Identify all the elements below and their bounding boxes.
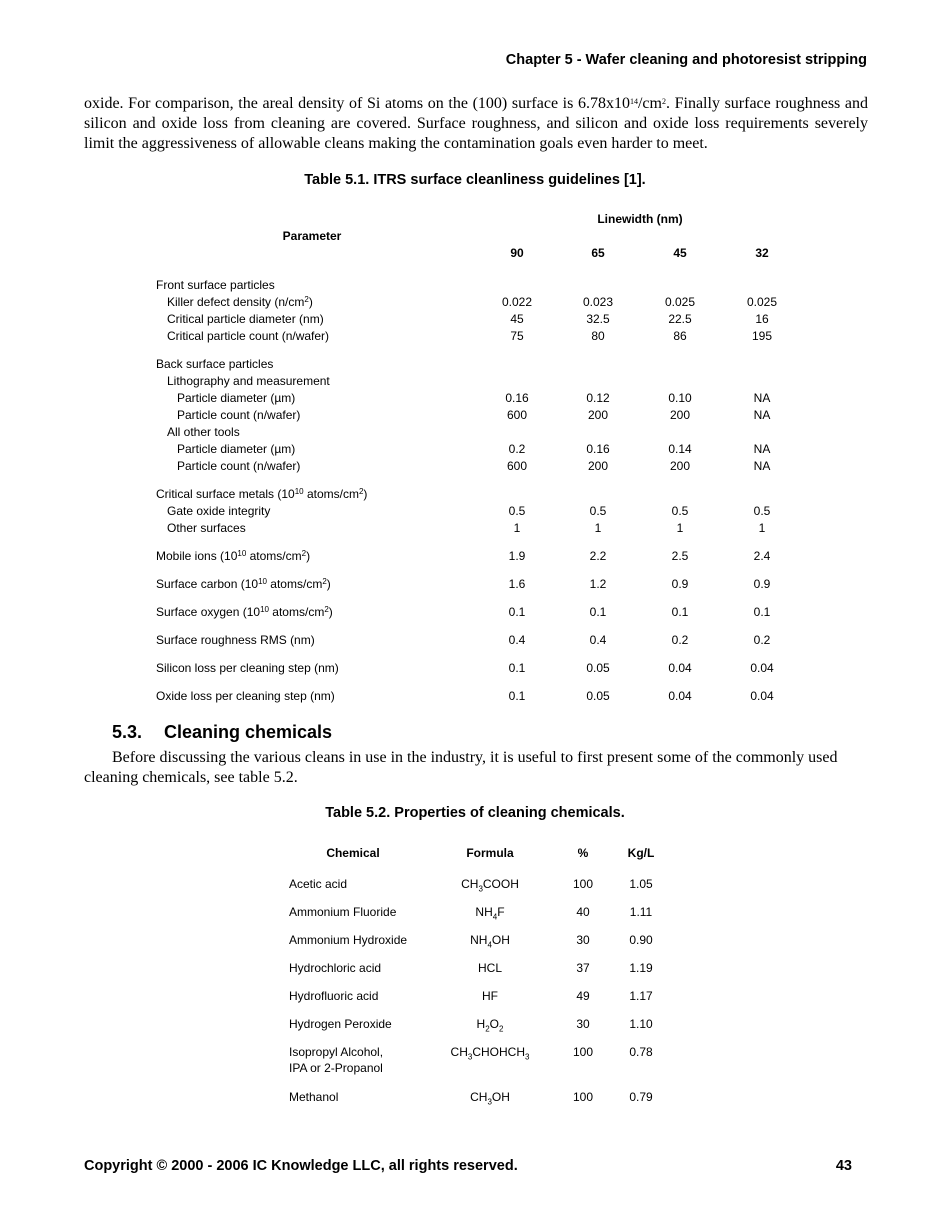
formula-part: HF [482, 989, 498, 1003]
intro-paragraph [84, 94, 868, 154]
section-title: Cleaning chemicals [164, 722, 333, 742]
row-label-sup: 2 [324, 605, 329, 614]
table1-cell: 32.5 [586, 312, 610, 326]
chemical-density: 1.05 [629, 877, 653, 891]
table1-cell: 1 [676, 521, 684, 535]
formula-part: HCL [477, 961, 502, 975]
chemical-formula [440, 988, 540, 1004]
table1-cell: 80 [591, 329, 605, 343]
table1-cell: 1.2 [589, 577, 607, 591]
row-label-text: Back surface particles [156, 357, 274, 371]
chemical-percent: 37 [576, 961, 590, 975]
row-label-text: ) [363, 487, 368, 501]
table1-cell: 16 [755, 312, 769, 326]
chemical-formula [440, 1089, 540, 1110]
row-label-text: Surface oxygen (10 [156, 605, 261, 619]
formula-part: NH [475, 905, 493, 919]
table1-cell: 0.1 [508, 661, 526, 675]
table1-row-label [156, 356, 273, 372]
chemical-percent: 100 [572, 1090, 594, 1104]
formula-part: OH [491, 1090, 510, 1104]
section-paragraph: Before discussing the various cleans in use in the industry, it is useful to first present some of the commonly used cleaning chemicals, see table 5.2. [84, 749, 838, 786]
table1-cell: 1 [758, 521, 766, 535]
table1-row-label [177, 458, 300, 474]
table1-row-label [167, 424, 240, 440]
table1-cell: 0.12 [586, 391, 610, 405]
table1-row [0, 503, 950, 519]
formula-part: F [497, 905, 505, 919]
table1-cell: 0.1 [589, 605, 607, 619]
table2-caption: Table 5.2. Properties of cleaning chemicals. [325, 805, 625, 821]
chemical-percent: 100 [572, 1045, 594, 1059]
table1-cell: 0.1 [753, 605, 771, 619]
chemical-density: 1.11 [629, 905, 653, 919]
row-label-sup: 2 [301, 549, 307, 558]
table1-row-label [156, 548, 310, 564]
table1-cell: 75 [510, 329, 524, 343]
table1-row-label [156, 576, 331, 592]
chemical-percent: 40 [576, 905, 590, 919]
table1-col-65: 65 [591, 246, 605, 260]
table2-header-kgl: Kg/L [627, 846, 655, 860]
row-label-sup: 10 [237, 549, 247, 558]
chemical-density: 1.17 [629, 989, 653, 1003]
row-label-text: atoms/cm [246, 549, 302, 563]
intro-text-a: oxide. For comparison, the areal density of Si atoms on the (100) surface is 6.78x10 [84, 95, 630, 112]
table1-cell: 2.4 [753, 549, 771, 563]
table1-row [0, 632, 950, 648]
table1-row [0, 294, 950, 310]
row-label-sup: 10 [260, 605, 269, 614]
table1-cell: NA [753, 459, 771, 473]
chemical-name [289, 1016, 439, 1032]
table1-cell: NA [753, 408, 771, 422]
table2-header-percent: % [577, 846, 589, 860]
table1-row [0, 356, 950, 372]
table1-row-label [156, 486, 367, 502]
row-label-sup: 10 [294, 487, 304, 496]
row-label-text: Critical particle count (n/wafer) [167, 329, 330, 343]
table1-group-header: Linewidth (nm) [597, 212, 683, 226]
row-label-text: Front surface particles [156, 278, 275, 292]
table1-cell: 2.5 [671, 549, 689, 563]
formula-part: NH [470, 933, 488, 947]
formula-part: 2 [485, 1024, 490, 1034]
table1-cell: 0.1 [671, 605, 689, 619]
running-header: Chapter 5 - Wafer cleaning and photoresist stripping [505, 52, 867, 68]
table1-row [0, 660, 950, 676]
row-label-text: Particle diameter (µm) [177, 391, 296, 405]
table1-cell: 0.5 [753, 504, 771, 518]
table1-cell: 195 [751, 329, 773, 343]
table1-row-label [177, 441, 295, 457]
table1-cell: 200 [669, 408, 691, 422]
row-label-text: Critical surface metals (10 [156, 487, 295, 501]
row-label-sup: 2 [304, 295, 309, 304]
chemical-name-line: Methanol [289, 1090, 339, 1104]
table1-row-label [167, 373, 330, 389]
chemical-density: 1.10 [629, 1017, 653, 1031]
formula-part: CH [461, 877, 479, 891]
chemical-formula [440, 876, 540, 897]
table1-row [0, 328, 950, 344]
formula-part: CH [470, 1090, 488, 1104]
table1-row-label [156, 604, 333, 620]
table1-cell: 200 [669, 459, 691, 473]
table1-cell: 0.1 [508, 689, 526, 703]
row-label-text: atoms/cm [268, 605, 325, 619]
chemical-percent: 30 [576, 933, 590, 947]
table1-cell: 0.16 [505, 391, 529, 405]
table1-cell: 1.9 [508, 549, 526, 563]
table1-cell: 0.5 [671, 504, 689, 518]
chemical-name-line: Acetic acid [289, 877, 348, 891]
row-label-text: Particle diameter (µm) [177, 442, 296, 456]
intro-sup-a: 14 [629, 97, 638, 106]
page-number: 43 [835, 1158, 852, 1174]
table1-cell: 22.5 [668, 312, 692, 326]
table1-row [0, 604, 950, 620]
formula-part: 2 [499, 1024, 504, 1034]
formula-part: CHOHCH [472, 1045, 525, 1059]
row-label-text: Surface carbon (10 [156, 577, 259, 591]
chemical-name [289, 1044, 439, 1076]
table1-caption: Table 5.1. ITRS surface cleanliness guidelines [1]. [304, 172, 646, 188]
table1-row [0, 486, 950, 502]
formula-part: 3 [487, 1097, 492, 1107]
row-label-text: Particle count (n/wafer) [177, 459, 301, 473]
chemical-name-line: Ammonium Hydroxide [289, 933, 408, 947]
table1-param-header: Parameter [282, 229, 342, 243]
table1-row-label [177, 390, 295, 406]
table1-cell: 0.5 [508, 504, 526, 518]
table1-cell: 86 [673, 329, 687, 343]
chemical-formula [440, 904, 540, 925]
row-label-text: Gate oxide integrity [167, 504, 271, 518]
table1-cell: NA [753, 391, 771, 405]
table1-cell: 0.025 [664, 295, 696, 309]
table2-header-chemical: Chemical [326, 846, 380, 860]
intro-text-c: . Finally surface roughness and silicon and oxide loss from cleaning are covered. Surface roughness, and silicon and oxide loss requirements severely limit the aggressiveness of allowable cleans making the contamination goals even harder to meet. [84, 95, 868, 152]
table1-row-label [156, 688, 335, 704]
table1-cell: 0.04 [668, 661, 692, 675]
table1-col-90: 90 [510, 246, 524, 260]
chemical-formula [440, 960, 540, 976]
intro-text-b: /cm [637, 95, 662, 112]
chemical-formula [440, 1016, 540, 1037]
table1-row [0, 390, 950, 406]
table1-cell: 0.025 [746, 295, 778, 309]
table2-header-formula: Formula [466, 846, 514, 860]
formula-part: 3 [467, 1052, 473, 1062]
table1-cell: 200 [587, 459, 609, 473]
formula-part: COOH [482, 877, 519, 891]
table1-cell: 45 [510, 312, 524, 326]
row-label-text: Silicon loss per cleaning step (nm) [156, 661, 339, 675]
table1-row-label [167, 294, 313, 310]
row-label-text: ) [308, 295, 313, 309]
chemical-formula [440, 932, 540, 953]
table1-cell: 0.04 [750, 689, 774, 703]
row-label-sup: 2 [322, 577, 327, 586]
chemical-percent: 100 [572, 877, 594, 891]
table1-row [0, 520, 950, 536]
section-heading [112, 722, 332, 743]
table1-row-label [156, 277, 275, 293]
table1-cell: 0.4 [508, 633, 526, 647]
table1-cell: 0.2 [671, 633, 689, 647]
table1-row [0, 277, 950, 293]
chemical-percent: 30 [576, 1017, 590, 1031]
table1-cell: 1.6 [508, 577, 526, 591]
row-label-text: Killer defect density (n/cm [167, 295, 305, 309]
row-label-text: ) [328, 605, 333, 619]
formula-part: CH [450, 1045, 468, 1059]
chemical-density: 1.19 [629, 961, 653, 975]
formula-part: 4 [492, 912, 498, 922]
chemical-name-line: Hydrogen Peroxide [289, 1017, 392, 1031]
formula-part: 3 [478, 884, 483, 894]
formula-part: H [476, 1017, 486, 1031]
row-label-text: Lithography and measurement [167, 374, 330, 388]
chemical-percent: 49 [576, 989, 590, 1003]
table1-cell: 0.05 [586, 689, 610, 703]
row-label-text: Surface roughness RMS (nm) [156, 633, 315, 647]
table1-cell: NA [753, 442, 771, 456]
table1-cell: 1 [594, 521, 602, 535]
table1-row-label [156, 660, 339, 676]
formula-part: O [489, 1017, 499, 1031]
chemical-name [289, 960, 439, 976]
chemical-formula [440, 1044, 540, 1065]
table1-cell: 0.9 [671, 577, 689, 591]
chemical-density: 0.78 [629, 1045, 653, 1059]
table1-row-label [167, 311, 324, 327]
table1-cell: 2.2 [589, 549, 607, 563]
table1-cell: 0.16 [586, 442, 610, 456]
table1-cell: 0.05 [586, 661, 610, 675]
table1-row-label [167, 328, 329, 344]
table1-cell: 1 [513, 521, 521, 535]
table1-cell: 0.14 [668, 442, 692, 456]
chemical-name [289, 988, 439, 1004]
row-label-text: atoms/cm [303, 487, 359, 501]
chemical-name-line: Isopropyl Alcohol, [289, 1045, 384, 1059]
table1-cell: 0.1 [508, 605, 526, 619]
table1-cell: 600 [506, 408, 528, 422]
row-label-text: ) [326, 577, 331, 591]
chemical-name [289, 904, 439, 920]
table1-col-45: 45 [673, 246, 687, 260]
formula-part: OH [491, 933, 510, 947]
table1-row [0, 311, 950, 327]
table1-cell: 0.022 [501, 295, 533, 309]
table1-row-label [177, 407, 300, 423]
table1-row [0, 548, 950, 564]
row-label-sup: 10 [258, 577, 267, 586]
table1-row [0, 407, 950, 423]
chemical-name [289, 1089, 439, 1105]
table1-cell: 0.2 [753, 633, 771, 647]
table1-row-label [167, 520, 246, 536]
row-label-text: ) [306, 549, 311, 563]
row-label-text: atoms/cm [266, 577, 323, 591]
intro-sup-b: 2 [661, 97, 666, 106]
table1-row [0, 424, 950, 440]
table1-cell: 0.023 [582, 295, 614, 309]
table1-row [0, 576, 950, 592]
row-label-text: Other surfaces [167, 521, 246, 535]
section-number: 5.3. [112, 722, 143, 742]
chemical-density: 0.79 [629, 1090, 653, 1104]
table1-cell: 600 [506, 459, 528, 473]
table1-row [0, 441, 950, 457]
table1-cell: 0.5 [589, 504, 607, 518]
table1-cell: 0.04 [750, 661, 774, 675]
chemical-name [289, 932, 439, 948]
table1-col-32: 32 [755, 246, 769, 260]
chemical-name [289, 876, 439, 892]
footer-copyright: Copyright © 2000 - 2006 IC Knowledge LLC, all rights reserved. [84, 1158, 518, 1174]
row-label-sup: 2 [358, 487, 364, 496]
table1-cell: 0.4 [589, 633, 607, 647]
table1-cell: 200 [587, 408, 609, 422]
table1-row-label [156, 632, 315, 648]
formula-part: 4 [487, 940, 492, 950]
chemical-density: 0.90 [629, 933, 653, 947]
chemical-name-line: Hydrofluoric acid [289, 989, 379, 1003]
table1-cell: 0.2 [508, 442, 526, 456]
row-label-text: Particle count (n/wafer) [177, 408, 301, 422]
table1-row [0, 373, 950, 389]
chemical-name-line: IPA or 2-Propanol [289, 1061, 383, 1075]
table1-row [0, 688, 950, 704]
chemical-name-line: Hydrochloric acid [289, 961, 382, 975]
table1-row [0, 458, 950, 474]
table1-cell: 0.10 [668, 391, 692, 405]
table1-cell: 0.9 [753, 577, 771, 591]
table1-row-label [167, 503, 270, 519]
table1-cell: 0.04 [668, 689, 692, 703]
row-label-text: Critical particle diameter (nm) [167, 312, 324, 326]
row-label-text: Oxide loss per cleaning step (nm) [156, 689, 335, 703]
row-label-text: All other tools [167, 425, 240, 439]
row-label-text: Mobile ions (10 [156, 549, 238, 563]
formula-part: 3 [525, 1052, 530, 1062]
chemical-name-line: Ammonium Fluoride [289, 905, 397, 919]
